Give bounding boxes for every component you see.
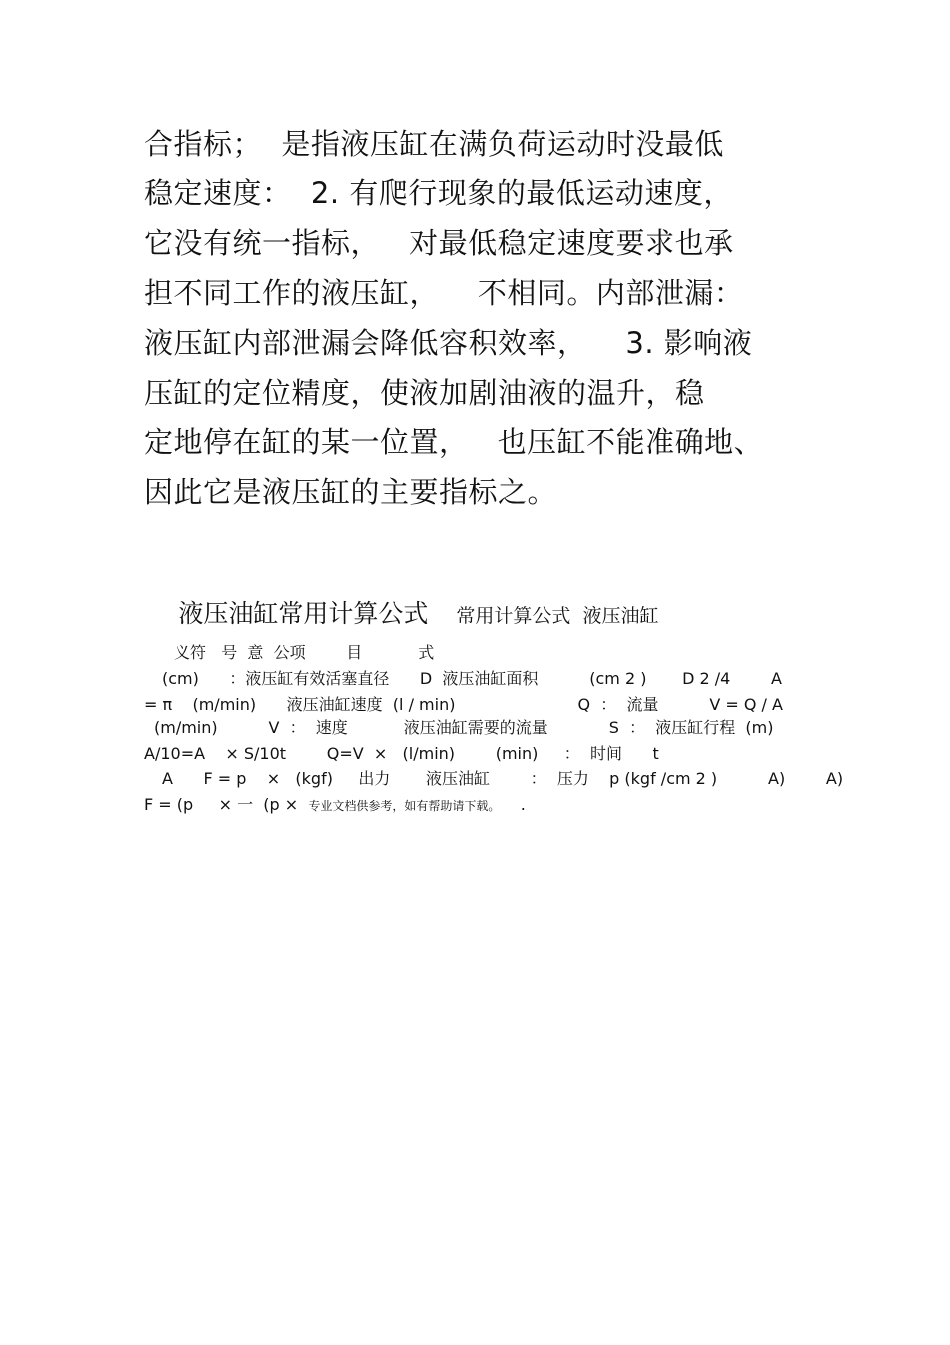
body-line-6: 压缸的定位精度，使液加剧油液的温升，稳 bbox=[144, 376, 705, 410]
formula-line-7 bbox=[144, 794, 526, 817]
body-line-1: 合指标； 是指液压缸在满负荷运动时没最低 bbox=[144, 127, 724, 161]
body-line-5: 液压缸内部泄漏会降低容积效率， 3. 影响液 bbox=[144, 326, 753, 360]
formula-line-1: 义符 号 意 公项 目 式 bbox=[174, 643, 435, 662]
body-line-7: 定地停在缸的某一位置， 也压缸不能准确地、 bbox=[144, 425, 764, 459]
body-line-8: 因此它是液压缸的主要指标之。 bbox=[144, 475, 558, 509]
formula-line-2: (cm) ：液压缸有效活塞直径 D 液压油缸面积 (cm 2 ) D 2 /4 A bbox=[162, 669, 782, 688]
body-line-4: 担不同工作的液压缸， 不相同。内部泄漏： bbox=[144, 276, 744, 310]
footer-note: 专业文档供参考，如有帮助请下载。 bbox=[308, 799, 501, 813]
formula-line-6: A F = p × (kgf) 出力 液压油缸 ： 压力 p (kgf /cm 2 ) A) A) bbox=[162, 769, 844, 788]
body-line-3: 它没有统一指标， 对最低稳定速度要求也承 bbox=[144, 226, 734, 260]
section-heading bbox=[158, 575, 658, 649]
footer-dot: . bbox=[520, 795, 526, 814]
formula-line-4: (m/min) V ： 速度 液压油缸需要的流量 S ： 液压缸行程 (m) bbox=[154, 718, 774, 737]
formula-line-3: = π (m/min) 液压油缸速度 (l / min) Q ： 流量 V = Q / A bbox=[144, 695, 783, 714]
formula-line-5: A/10=A × S/10t Q=V × (l/min) (min) ： 时间 t bbox=[144, 744, 659, 763]
section-heading-sub: 常用计算公式 液压油缸 bbox=[456, 605, 659, 627]
formula-line-7-text: F = (p × 一 (p × bbox=[144, 795, 299, 814]
section-heading-main: 液压油缸常用计算公式 bbox=[178, 599, 429, 628]
body-line-2: 稳定速度： 2. 有爬行现象的最低运动速度， bbox=[144, 176, 733, 210]
